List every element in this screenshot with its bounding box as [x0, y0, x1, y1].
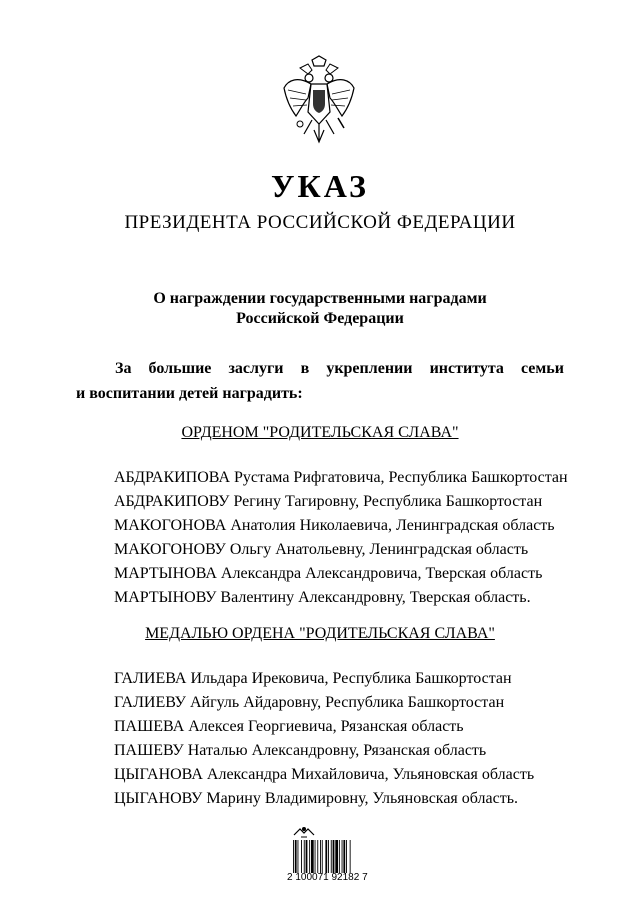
recipient-item: МАКОГОНОВУ Ольгу Анатольевну, Ленинградская область	[114, 541, 529, 558]
decree-intro-line-2: и воспитании детей наградить:	[76, 385, 303, 402]
barcode-bar	[322, 840, 323, 873]
recipient-list-order	[114, 466, 568, 610]
recipient-item: ГАЛИЕВУ Айгуль Айдаровну, Республика Башкортостан	[114, 694, 505, 711]
document-title: УКАЗ	[271, 168, 369, 204]
decree-heading-line-2: Российской Федерации	[236, 310, 404, 327]
intro-word: большие	[148, 360, 212, 377]
recipient-item: ЦЫГАНОВУ Марину Владимировну, Ульяновская область.	[114, 790, 518, 807]
russian-coat-of-arms-icon	[278, 54, 360, 150]
barcode-bar	[333, 840, 335, 873]
barcode-bar	[311, 840, 314, 873]
barcode-bar	[315, 840, 316, 873]
intro-word: За	[115, 360, 132, 377]
award-title-order: ОРДЕНОМ "РОДИТЕЛЬСКАЯ СЛАВА"	[181, 424, 459, 441]
barcode-icon	[293, 840, 375, 873]
decree-intro-line-1	[76, 356, 564, 381]
recipient-list-medal	[114, 667, 534, 811]
barcode-number: 2 100071 92182 7	[287, 872, 368, 883]
barcode-bar	[304, 840, 305, 873]
barcode-bar	[293, 840, 294, 873]
barcode-bar	[325, 840, 327, 873]
recipient-item: ЦЫГАНОВА Александра Михайловича, Ульяновская область	[114, 766, 535, 783]
decree-intro	[76, 356, 564, 406]
recipient-item: ПАШЕВУ Наталью Александровну, Рязанская область	[114, 742, 487, 759]
barcode-bar	[335, 840, 338, 873]
eagle-mark-icon	[292, 825, 316, 839]
recipient-item: МАРТЫНОВА Александра Александровича, Тверская область	[114, 565, 543, 582]
barcode-bar	[350, 840, 351, 873]
barcode-bar	[346, 840, 347, 873]
recipient-item: АБДРАКИПОВУ Регину Тагировну, Республика Башкортостан	[114, 493, 543, 510]
intro-word: укреплении	[326, 360, 413, 377]
barcode-bar	[298, 840, 299, 873]
barcode-bar	[342, 840, 343, 873]
decree-heading	[0, 289, 640, 329]
barcode-bar	[339, 840, 340, 873]
barcode-bar	[343, 840, 345, 873]
barcode-bar	[306, 840, 308, 873]
recipient-item: МАКОГОНОВА Анатолия Николаевича, Ленинградская область	[114, 517, 555, 534]
barcode-bar	[320, 840, 321, 873]
recipient-item: ГАЛИЕВА Ильдара Ирековича, Республика Башкортостан	[114, 670, 512, 687]
recipient-item: АБДРАКИПОВА Рустама Рифгатовича, Республика Башкортостан	[114, 469, 568, 486]
intro-word: в	[300, 360, 310, 377]
decree-heading-line-1: О награждении государственными наградами	[153, 290, 487, 307]
barcode-bar	[328, 840, 329, 873]
document-subtitle: ПРЕЗИДЕНТА РОССИЙСКОЙ ФЕДЕРАЦИИ	[124, 212, 516, 233]
intro-word: института	[429, 360, 504, 377]
recipient-item: ПАШЕВА Алексея Георгиевича, Рязанская область	[114, 718, 464, 735]
intro-word: семьи	[521, 360, 564, 377]
barcode-bar	[301, 840, 302, 873]
intro-word: заслуги	[228, 360, 284, 377]
recipient-item: МАРТЫНОВУ Валентину Александровну, Тверская область.	[114, 589, 531, 606]
barcode-bar	[309, 840, 310, 873]
award-title-medal: МЕДАЛЬЮ ОРДЕНА "РОДИТЕЛЬСКАЯ СЛАВА"	[145, 625, 495, 642]
barcode-bar	[331, 840, 332, 873]
barcode-bar	[317, 840, 318, 873]
barcode-bar	[295, 840, 297, 873]
